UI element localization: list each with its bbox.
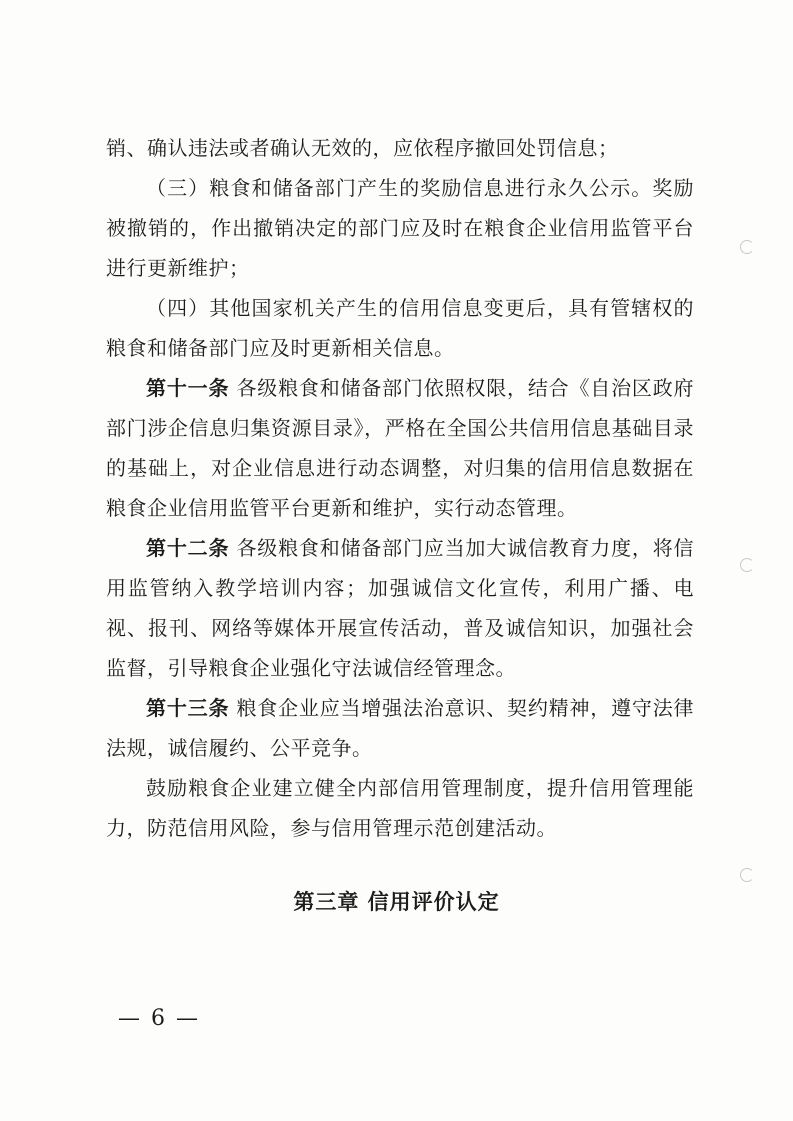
page-number: — 6 — [118,1006,200,1031]
article-13-text: 粮食企业应当增强法治意识、契约精神，遵守法律法规，诚信履约、公平竞争。 [106,696,695,760]
paragraph-item-3: （三）粮食和储备部门产生的奖励信息进行永久公示。奖励被撤销的，作出撤销决定的部门应及时在粮食企业信用监管平台进行更新维护； [106,176,694,280]
paragraph-encourage: 鼓励粮食企业建立健全内部信用管理制度，提升信用管理能力，防范信用风险，参与信用管理示范创建活动。 [106,776,694,840]
article-12-text: 各级粮食和储备部门应当加大诚信教育力度，将信用监管纳入教学培训内容；加强诚信文化宣传，利用广播、电视、报刊、网络等媒体开展宣传活动，普及诚信知识，加强社会监督，引导粮食企业强化守法诚信经管理念。 [106,536,695,680]
binding-hole-mark [740,868,754,882]
body-text [106,128,694,848]
binding-hole-mark [740,558,754,572]
paragraph-item-4: （四）其他国家机关产生的信用信息变更后，具有管辖权的粮食和储备部门应及时更新相关信息。 [106,296,694,360]
article-11-text: 各级粮食和储备部门依照权限，结合《自治区政府部门涉企信息归集资源目录》，严格在全国公共信用信息基础目录的基础上，对企业信息进行动态调整，对归集的信用信息数据在粮食企业信用监管平台更新和维护，实行动态管理。 [106,376,695,520]
article-11-heading: 第十一条 [146,376,230,400]
article-11 [106,368,694,528]
article-13-heading: 第十三条 [146,696,230,720]
article-12 [106,528,694,688]
article-12-heading: 第十二条 [146,536,230,560]
article-13 [106,688,694,768]
paragraph-continuation: 销、确认违法或者确认无效的，应依程序撤回处罚信息； [106,136,619,160]
binding-hole-mark [740,240,754,254]
chapter-title: 第三章 信用评价认定 [293,890,500,914]
